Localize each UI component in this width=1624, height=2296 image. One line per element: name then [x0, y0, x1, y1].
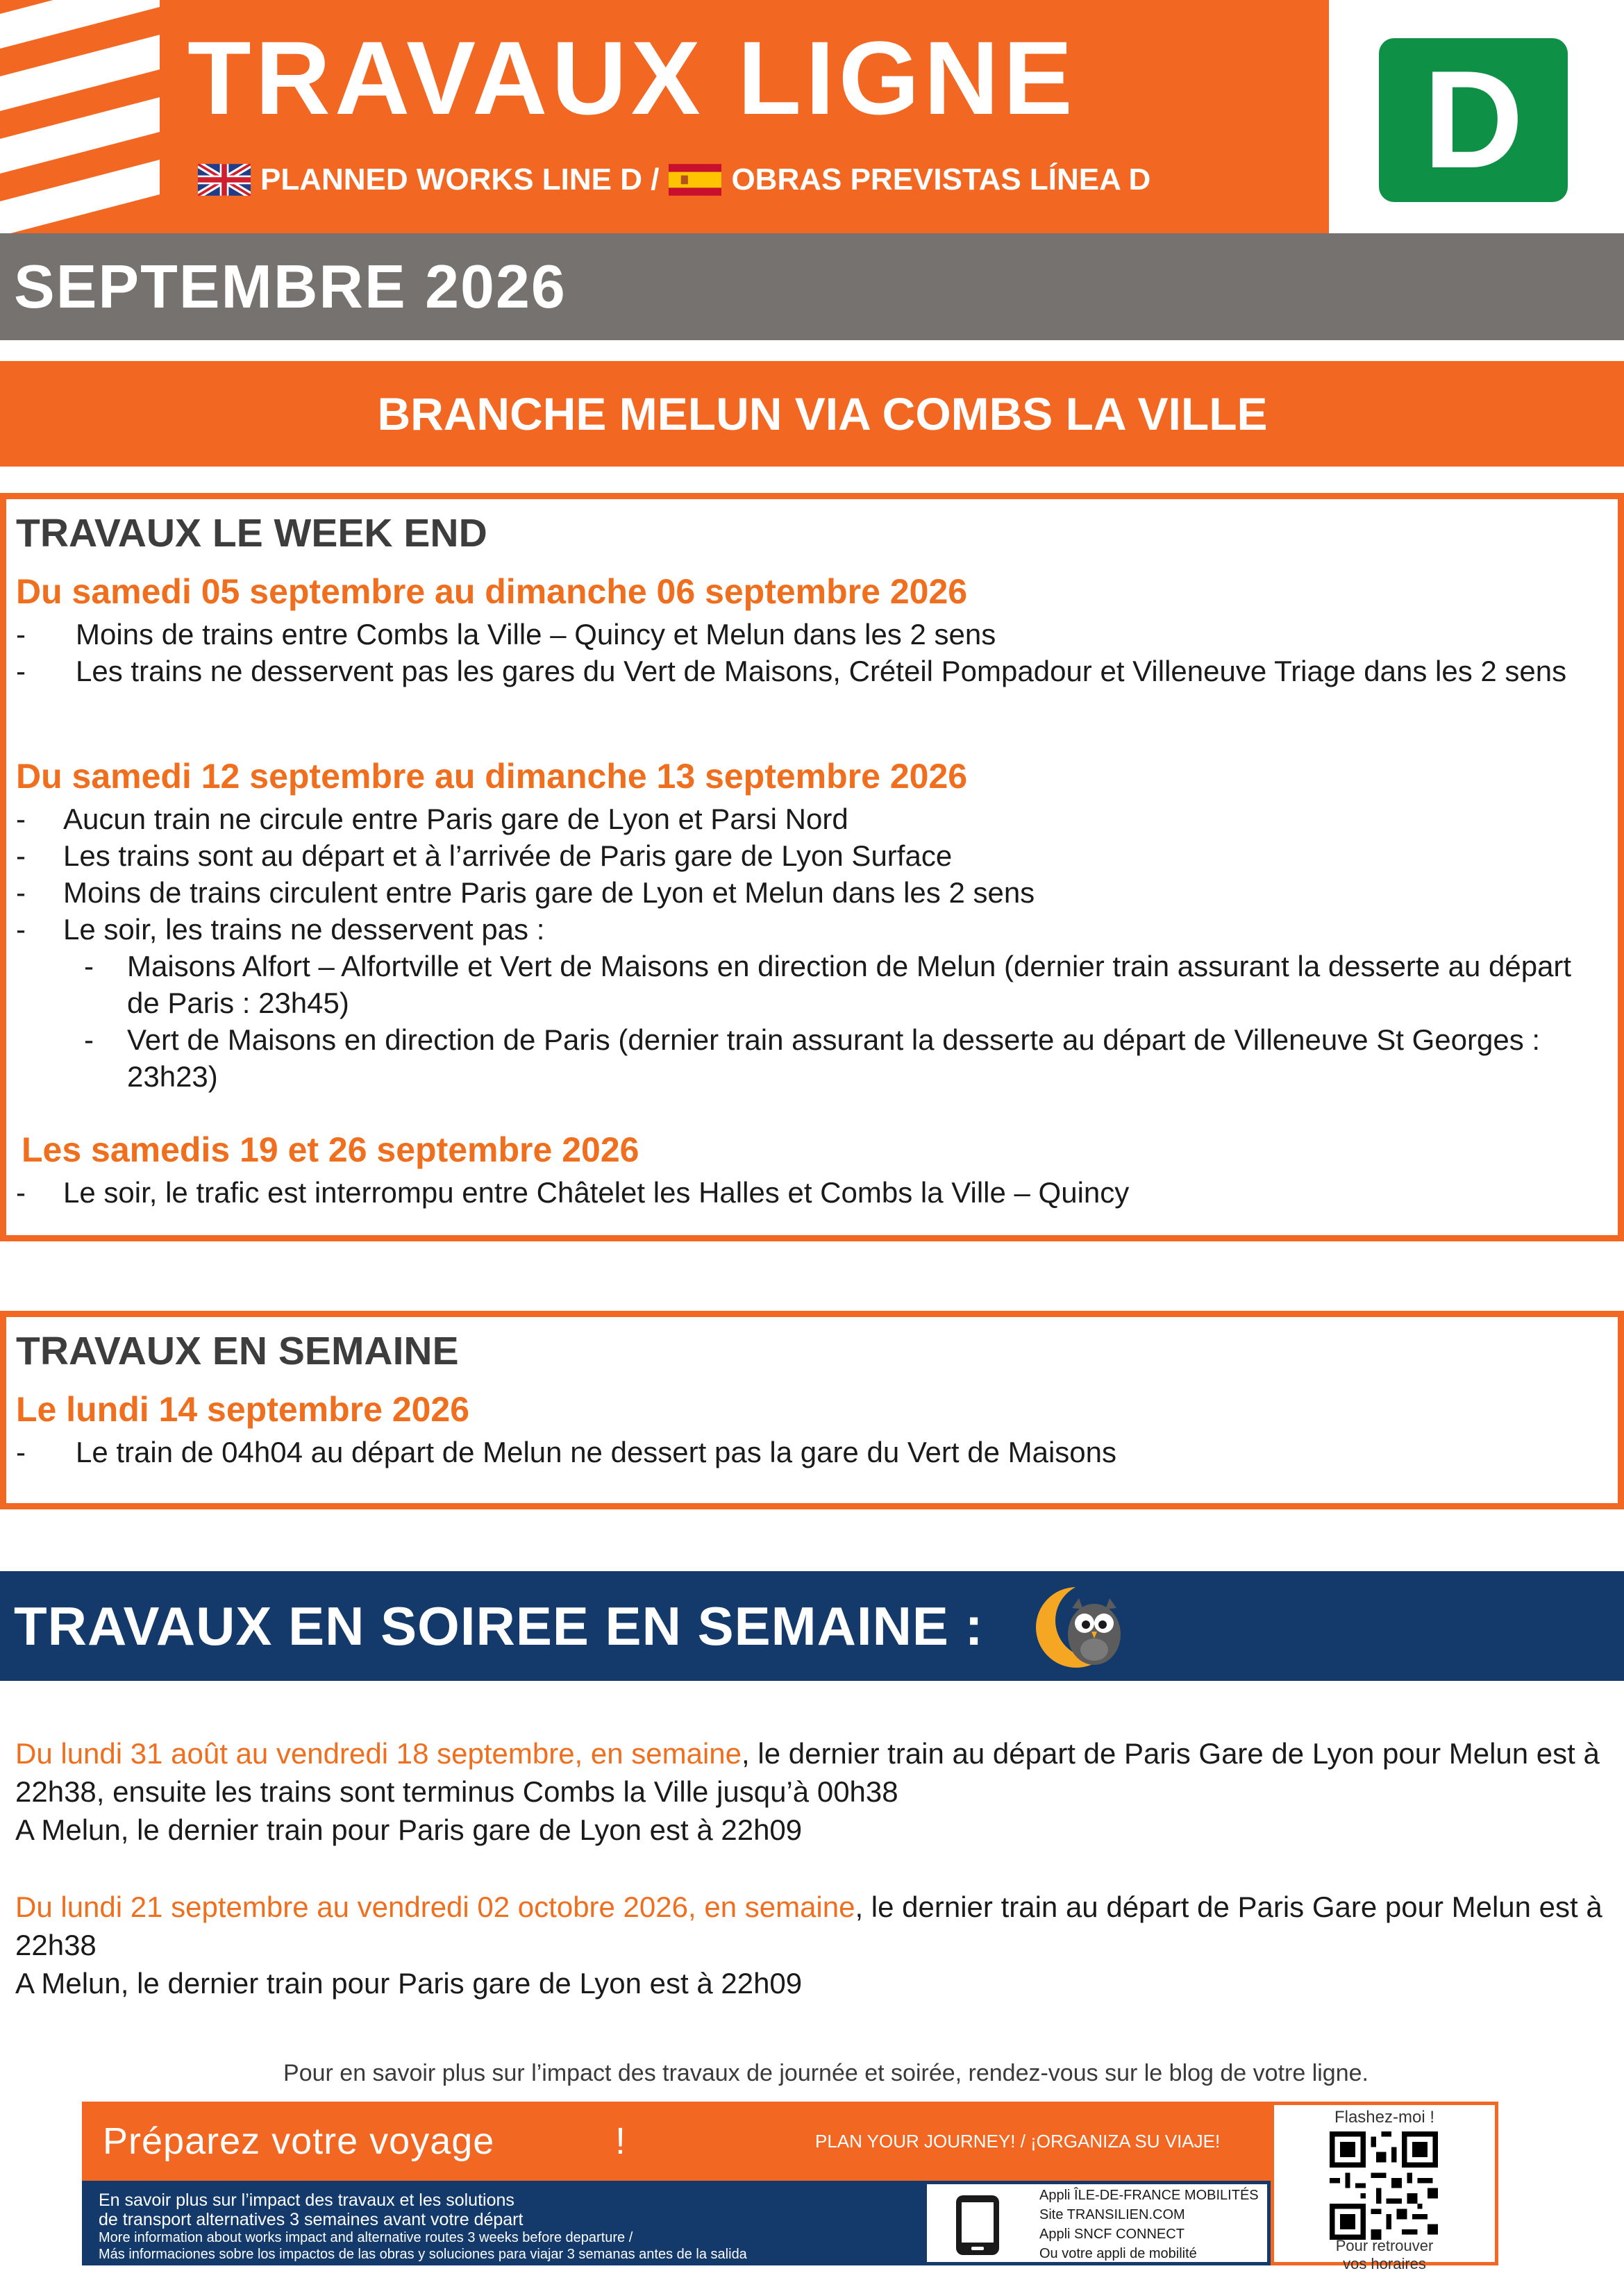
- period-title: Le lundi 14 septembre 2026: [16, 1390, 470, 1429]
- period-title: Les samedis 19 et 26 septembre 2026: [22, 1130, 639, 1169]
- qr-code-icon[interactable]: [1330, 2131, 1438, 2240]
- promo-exclamation: !: [615, 2120, 626, 2162]
- line-d-badge: D: [1379, 38, 1568, 202]
- list-item: - Les trains sont au départ et à l’arrivée de Paris gare de Lyon Surface: [16, 839, 953, 872]
- list-item: - Moins de trains entre Combs la Ville – Quincy et Melun dans les 2 sens: [16, 618, 996, 651]
- uk-flag-icon: [198, 164, 251, 196]
- period-title: Du samedi 05 septembre au dimanche 06 septembre 2026: [16, 572, 968, 611]
- promo-subtitle: PLAN YOUR JOURNEY! / ¡ORGANIZA SU VIAJE!: [815, 2130, 1221, 2152]
- header: [0, 0, 1624, 233]
- month-bar: [0, 233, 1624, 340]
- sub-list-item: - Vert de Maisons en direction de Paris (dernier train assurant la desserte au départ de Villeneuve St Georges : 23h23): [84, 1023, 1541, 1093]
- promo-info: En savoir plus sur l’impact des travaux et les solutions de transport alternatives 3 semaines avant votre départ More information about works impact and alternative routes 3 weeks before departure / Más informaciones sobre los impactos de las obras y soluciones para viajar 3 semanas antes de la salida: [82, 2181, 923, 2265]
- sub-list-item: - Maisons Alfort – Alfortville et Vert de Maisons en direction de Melun (dernier train assurant la desserte au départ de Paris : 23h45): [84, 950, 1572, 1019]
- footer-note: Pour en savoir plus sur l’impact des travaux de journée et soirée, rendez-vous sur le blog de votre ligne.: [283, 2060, 1368, 2086]
- weekend-heading: TRAVAUX LE WEEK END: [16, 511, 487, 555]
- header-banner: [0, 0, 1329, 233]
- list-item: - Le train de 04h04 au départ de Melun ne dessert pas la gare du Vert de Maisons: [16, 1436, 1116, 1468]
- smartphone-icon: [953, 2194, 1002, 2256]
- evening-paragraph: Du lundi 21 septembre au vendredi 02 octobre 2026, en semaine, le dernier train au départ de Paris Gare pour Melun est à 22h38 A Melun, le dernier train pour Paris gare de Lyon est à 22h09: [15, 1891, 1602, 2000]
- list-item: - Le soir, le trafic est interrompu entre Châtelet les Halles et Combs la Ville – Quincy: [16, 1176, 1130, 1209]
- list-item: - Le soir, les trains ne desservent pas :: [16, 913, 545, 946]
- evening-works-bar: [0, 1571, 1624, 1681]
- branch-banner: [0, 361, 1624, 467]
- promo-title: Préparez votre voyage: [103, 2120, 495, 2162]
- subtitle-en: PLANNED WORKS LINE D /: [260, 162, 660, 196]
- evening-paragraph: Du lundi 31 août au vendredi 18 septembre, en semaine, le dernier train au départ de Paris Gare de Lyon pour Melun est à 22h38, ensuite les trains sont terminus Combs la Ville jusqu’à 00h38 A Melun, le dernier train pour Paris gare de Lyon est à 22h09: [15, 1737, 1600, 1846]
- period-title: Du samedi 12 septembre au dimanche 13 septembre 2026: [16, 757, 968, 796]
- list-item: - Aucun train ne circule entre Paris gare de Lyon et Parsi Nord: [16, 803, 848, 835]
- qr-panel: [1271, 2102, 1498, 2272]
- spain-flag-icon: [669, 164, 721, 196]
- weekend-works-box: [0, 493, 1624, 1241]
- branch-label: BRANCHE MELUN VIA COMBS LA VILLE: [377, 388, 1268, 439]
- evening-period: Du lundi 21 septembre au vendredi 02 octobre 2026, en semaine: [15, 1891, 855, 1923]
- weekday-heading: TRAVAUX EN SEMAINE: [16, 1329, 459, 1373]
- qr-caption-top: Flashez-moi !: [1334, 2108, 1435, 2127]
- subtitle-es: OBRAS PREVISTAS LÍNEA D: [731, 162, 1151, 196]
- journey-promo: [82, 2102, 1498, 2272]
- month-label: SEPTEMBRE 2026: [14, 252, 567, 321]
- owl-moon-icon: [1033, 1577, 1136, 1675]
- stripes-decoration: [0, 0, 160, 233]
- evening-heading: TRAVAUX EN SOIREE EN SEMAINE :: [14, 1595, 984, 1657]
- weekday-works-box: [0, 1311, 1624, 1509]
- list-item: - Les trains ne desservent pas les gares du Vert de Maisons, Créteil Pompadour et Villeneuve Triage dans les 2 sens: [16, 655, 1567, 687]
- qr-caption-bottom: Pour retrouver vos horaires: [1335, 2237, 1434, 2272]
- list-item: - Moins de trains circulent entre Paris gare de Lyon et Melun dans les 2 sens: [16, 876, 1035, 909]
- evening-period: Du lundi 31 août au vendredi 18 septembre, en semaine: [15, 1737, 742, 1770]
- page-title: TRAVAUX LIGNE: [187, 19, 1077, 136]
- page-subtitle: [198, 158, 1150, 201]
- apps-list: Appli ÎLE-DE-FRANCE MOBILITÉS Site TRANSILIEN.COM Appli SNCF CONNECT Ou votre appli de mobilité: [1039, 2188, 1259, 2261]
- promo-banner: [82, 2102, 1271, 2181]
- promo-apps: [923, 2181, 1271, 2265]
